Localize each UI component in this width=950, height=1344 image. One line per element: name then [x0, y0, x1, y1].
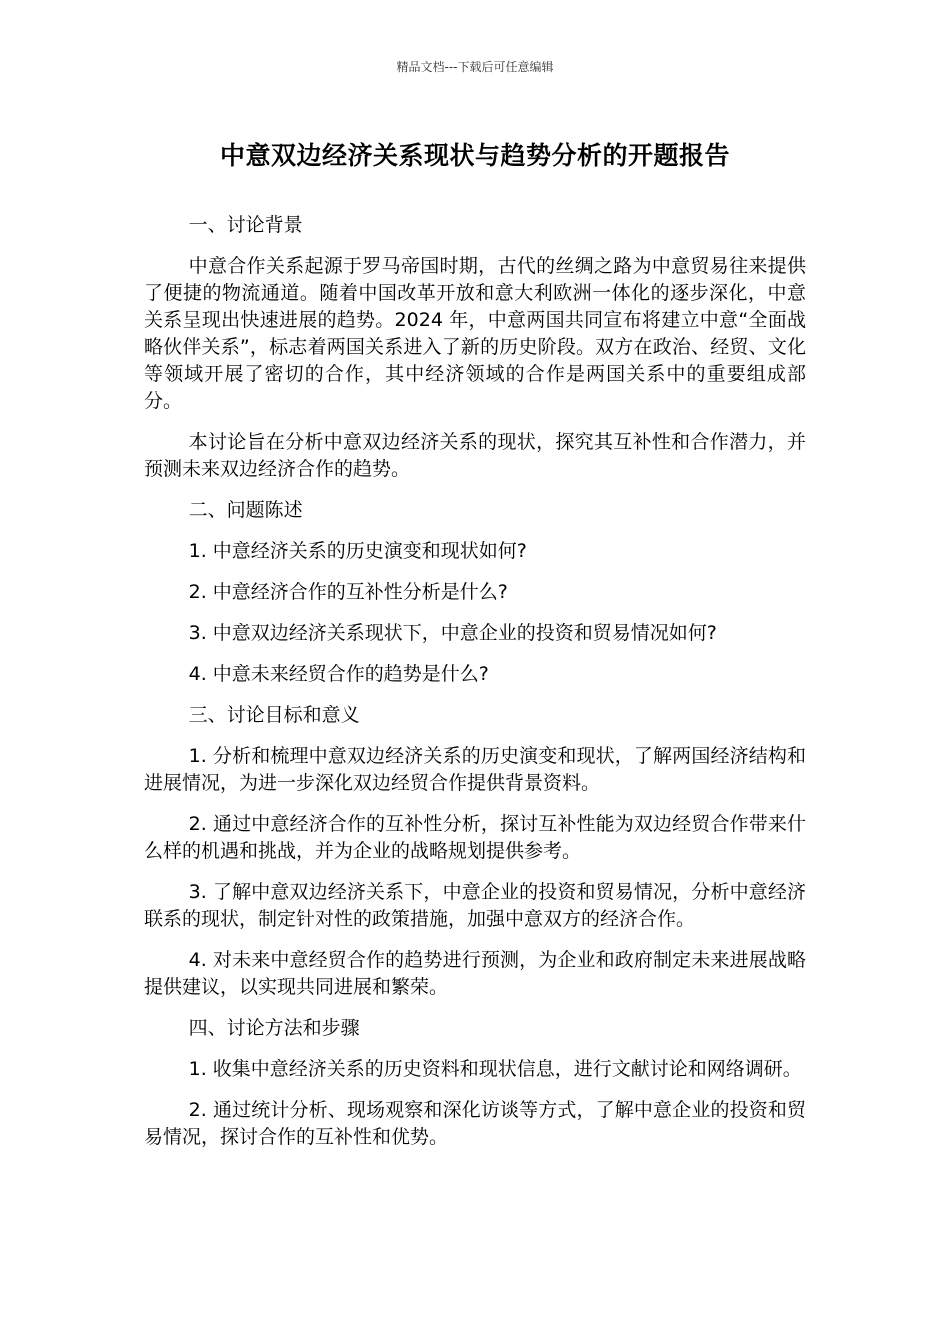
- list-item-method-1: 1. 收集中意经济关系的历史资料和现状信息，进行文献讨论和网络调研。: [188, 1058, 802, 1080]
- list-item-question-2: 2. 中意经济合作的互补性分析是什么?: [188, 581, 508, 603]
- section-heading-objectives: 三、讨论目标和意义: [188, 704, 360, 726]
- list-item-question-3: 3. 中意双边经济关系现状下，中意企业的投资和贸易情况如何?: [188, 622, 717, 644]
- paragraph-background-2: 本讨论旨在分析中意双边经济关系的现状，探究其互补性和合作潜力，并预测未来双边经济合作的趋势。: [144, 431, 806, 480]
- section-heading-background: 一、讨论背景: [188, 214, 303, 236]
- list-item-objective-1: 1. 分析和梳理中意双边经济关系的历史演变和现状，了解两国经济结构和进展情况，为进一步深化双边经贸合作提供背景资料。: [144, 745, 806, 794]
- list-item-method-2: 2. 通过统计分析、现场观察和深化访谈等方式，了解中意企业的投资和贸易情况，探讨合作的互补性和优势。: [144, 1099, 806, 1148]
- section-heading-methods: 四、讨论方法和步骤: [188, 1017, 360, 1039]
- list-item-question-1: 1. 中意经济关系的历史演变和现状如何?: [188, 540, 527, 562]
- header-note: 精品文档---下载后可任意编辑: [396, 60, 554, 74]
- paragraph-background-1: 中意合作关系起源于罗马帝国时期，古代的丝绸之路为中意贸易往来提供了便捷的物流通道。随着中国改革开放和意大利欧洲一体化的逐步深化，中意关系呈现出快速进展的趋势。2024 年，中意两国共同宣布将建立中意“全面战略伙伴关系”，标志着两国关系进入了新的历史阶段。双方在政治、经贸、文化等领域开展了密切的合作，其中经济领域的合作是两国关系中的重要组成部分。: [144, 255, 806, 412]
- section-heading-problem: 二、问题陈述: [188, 499, 303, 521]
- list-item-question-4: 4. 中意未来经贸合作的趋势是什么?: [188, 663, 489, 685]
- list-item-objective-2: 2. 通过中意经济合作的互补性分析，探讨互补性能为双边经贸合作带来什么样的机遇和挑战，并为企业的战略规划提供参考。: [144, 813, 806, 862]
- document-title: 中意双边经济关系现状与趋势分析的开题报告: [219, 141, 730, 170]
- document-body: [144, 212, 806, 1165]
- list-item-objective-4: 4. 对未来中意经贸合作的趋势进行预测，为企业和政府制定未来进展战略提供建议，以实现共同进展和繁荣。: [144, 949, 806, 998]
- list-item-objective-3: 3. 了解中意双边经济关系下，中意企业的投资和贸易情况，分析中意经济联系的现状，制定针对性的政策措施，加强中意双方的经济合作。: [144, 881, 806, 930]
